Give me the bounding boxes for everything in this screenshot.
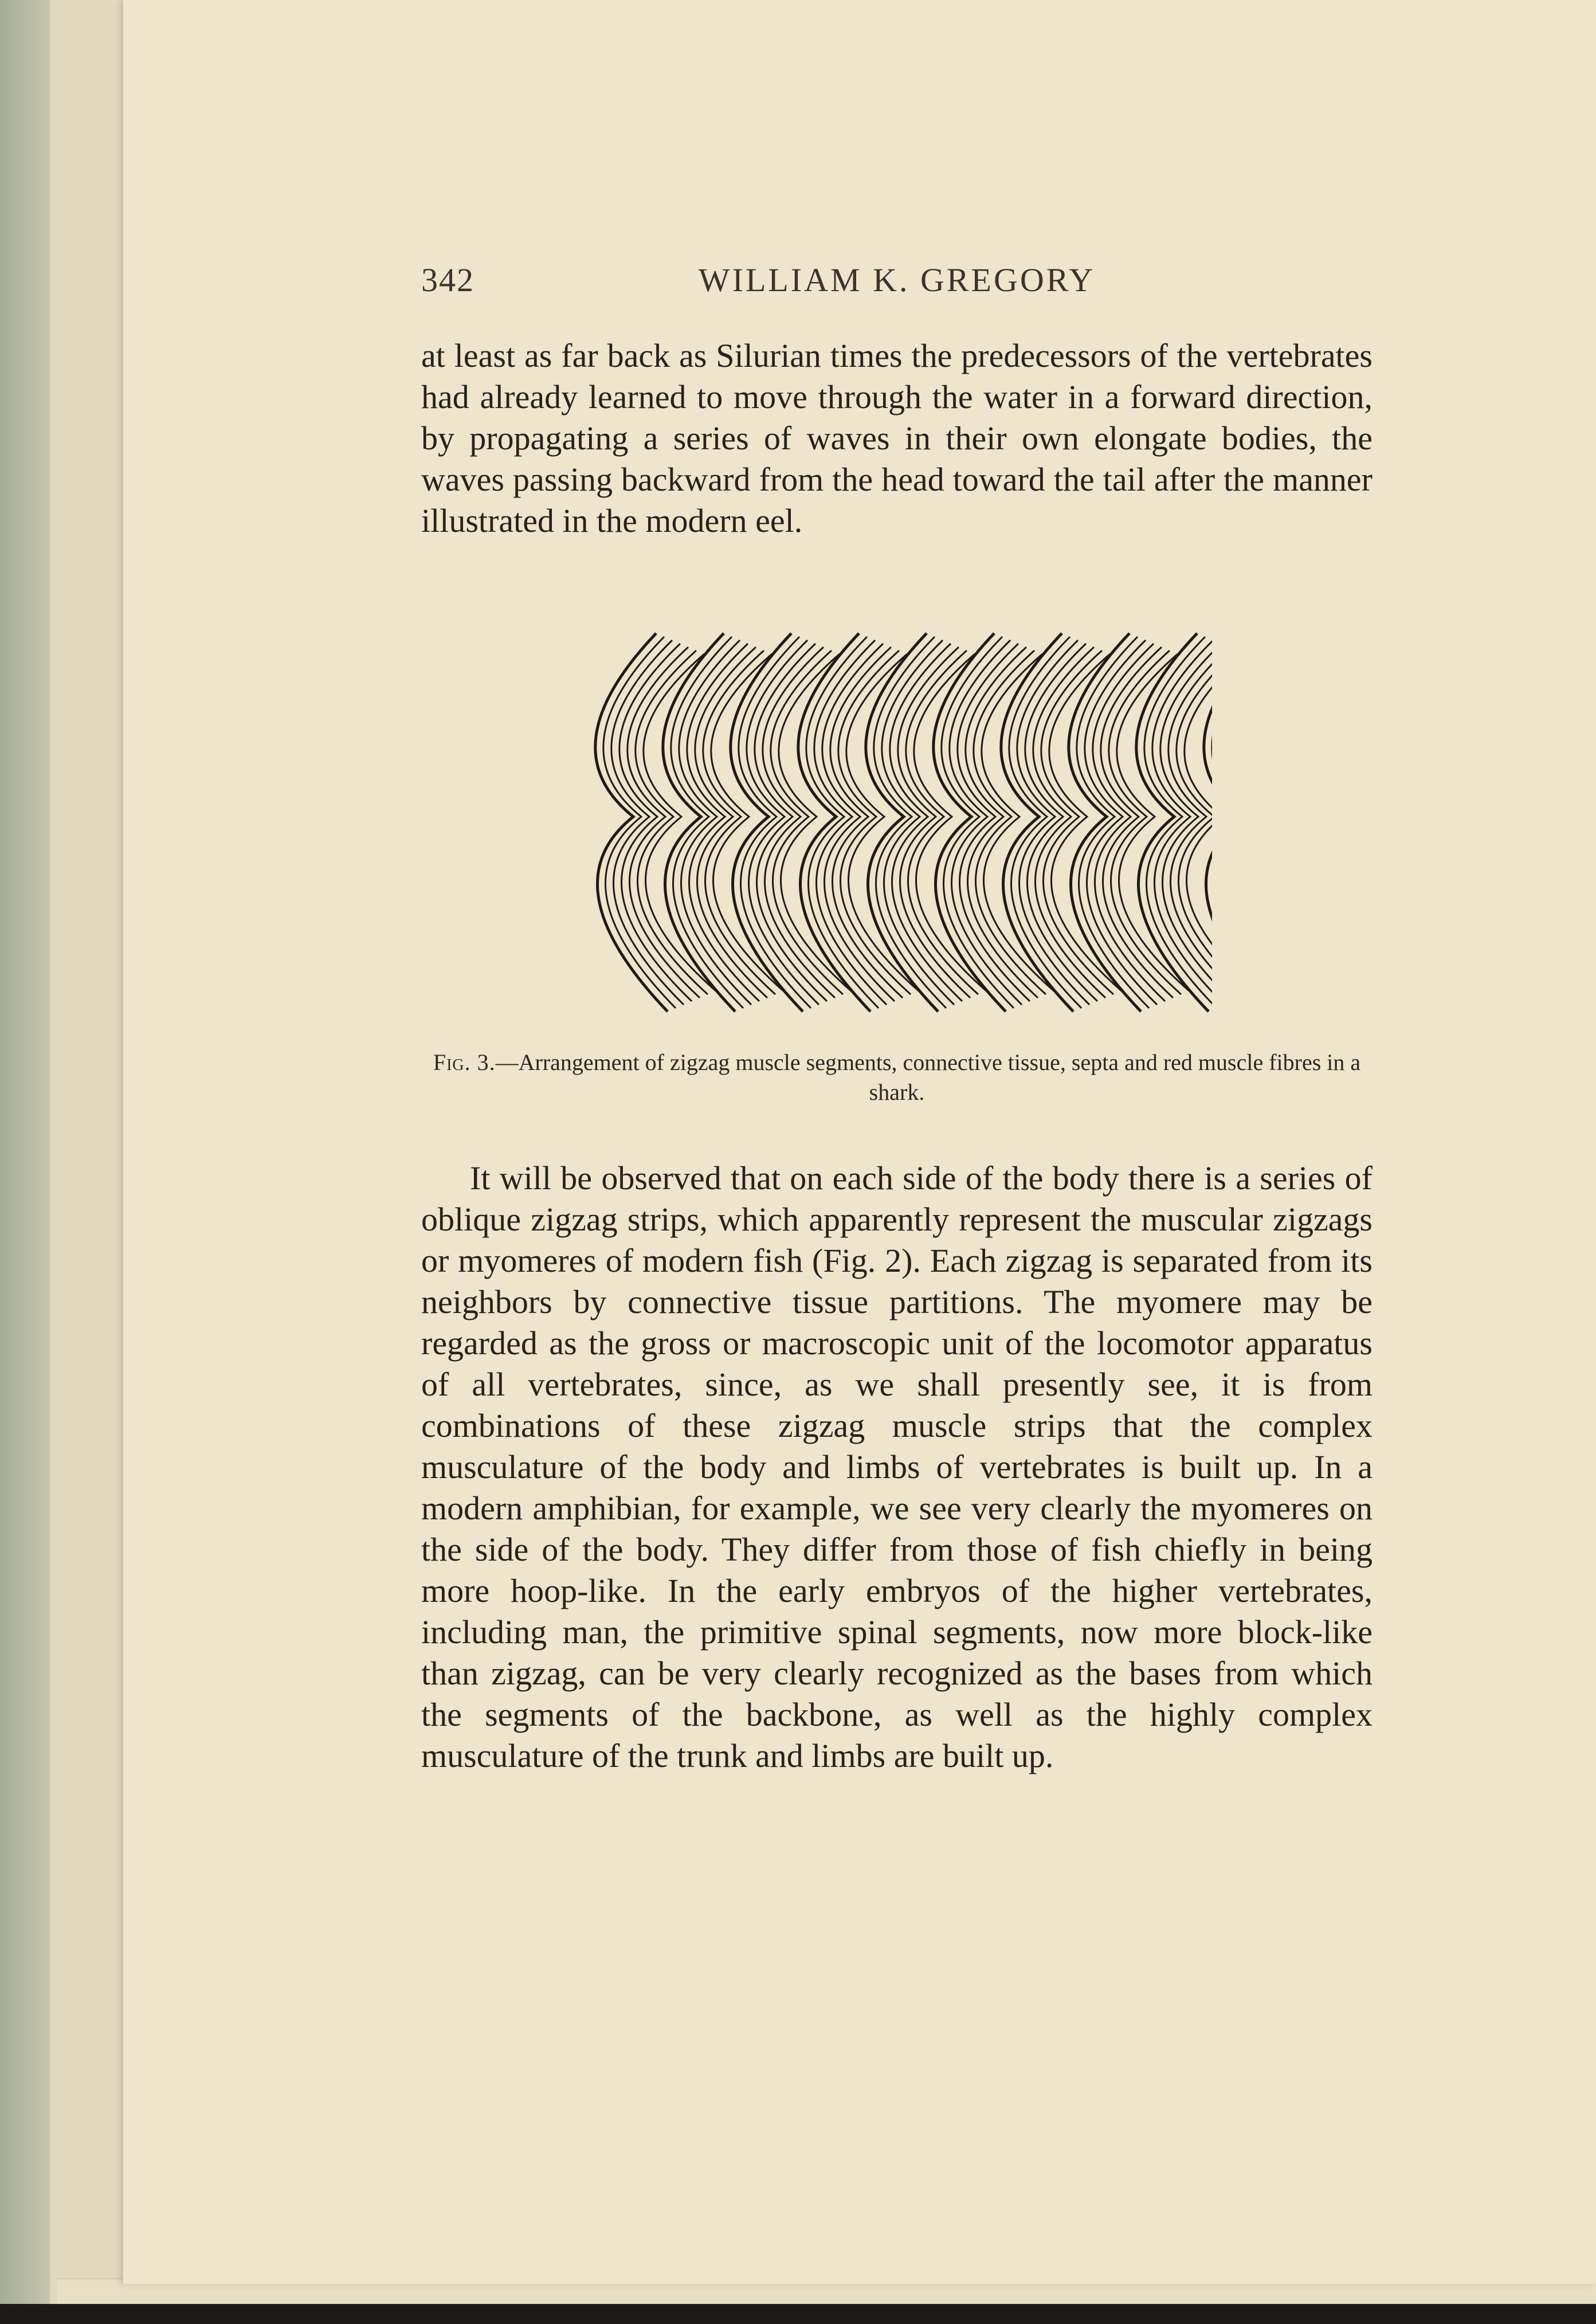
myomere-stroke <box>644 654 716 991</box>
page-header <box>421 261 1373 307</box>
myomere-stroke <box>838 650 911 994</box>
myomere-stroke <box>1117 654 1189 991</box>
myomere-stroke <box>846 654 919 991</box>
myomere-stroke <box>1049 654 1121 991</box>
scan-background <box>0 0 54 2324</box>
myomere-stroke <box>763 647 835 998</box>
scan-border <box>0 2304 1596 2324</box>
myomere-stroke <box>974 650 1046 994</box>
myomere-stroke <box>1109 650 1181 994</box>
myomere-stroke <box>898 647 970 998</box>
figure-caption-text: —Arrangement of zigzag muscle segments, connective tissue, septa and red muscle fibres in a shark. <box>495 1049 1361 1105</box>
myomere-stroke <box>711 654 783 991</box>
myomere-stroke <box>1101 647 1173 998</box>
myomere-hatching <box>595 633 1212 1012</box>
figure-label: Fig. 3. <box>433 1049 496 1075</box>
myomere-stroke <box>628 647 700 998</box>
figure-zigzag-muscle <box>582 628 1212 1017</box>
myomere-stroke <box>1177 650 1212 994</box>
myomere-stroke <box>914 654 986 991</box>
myomere-stroke <box>830 647 903 998</box>
page-number: 342 <box>421 261 475 299</box>
running-head: WILLIAM K. GREGORY <box>698 261 1096 299</box>
myomere-stroke <box>982 654 1054 991</box>
myomere-stroke <box>779 654 851 991</box>
myomere-stroke <box>966 647 1038 998</box>
myomere-stroke <box>906 650 978 994</box>
myomere-stroke <box>771 650 843 994</box>
myomere-stroke <box>636 650 708 994</box>
paragraph-2: It will be observed that on each side of the body there is a series of oblique zigzag strips, which apparently represent the muscular zigzags or myomeres of modern fish (Fig. 2). Each zigzag is separated from its neighbors by connective tissue partitions. The myomere may be regarded as the gross or macroscopic unit of the locomotor apparatus of all vertebrates, since, as we shall presently see, it is from combinations of these zigzag muscle strips that the complex musculature of the body and limbs of vertebrates is built up. In a modern amphibian, for example, we see very clearly the myomeres on the side of the body. They differ from those of fish chiefly in being more hoop-like. In the early embryos of the higher vertebrates, including man, the primitive spinal segments, now more block-like than zigzag, can be very clearly recognized as the bases from which the segments of the backbone, as well as the highly complex musculature of the trunk and limbs are built up. <box>421 1159 1373 1774</box>
myomere-stroke <box>703 650 775 994</box>
figure-caption <box>421 1048 1373 1107</box>
myomere-stroke <box>695 647 767 998</box>
myomere-illustration <box>582 628 1212 1017</box>
myomere-stroke <box>1033 647 1105 998</box>
paragraph-1: at least as far back as Silurian times the predecessors of the vertebrates had already learned to move through the water in a forward direction, by propagating a series of waves in their own elongate bodies, the waves passing backward from the head toward the tail after the manner illustrated in the modern eel. <box>421 337 1373 539</box>
myomere-stroke <box>1144 637 1212 1008</box>
myomere-stroke <box>1041 650 1113 994</box>
